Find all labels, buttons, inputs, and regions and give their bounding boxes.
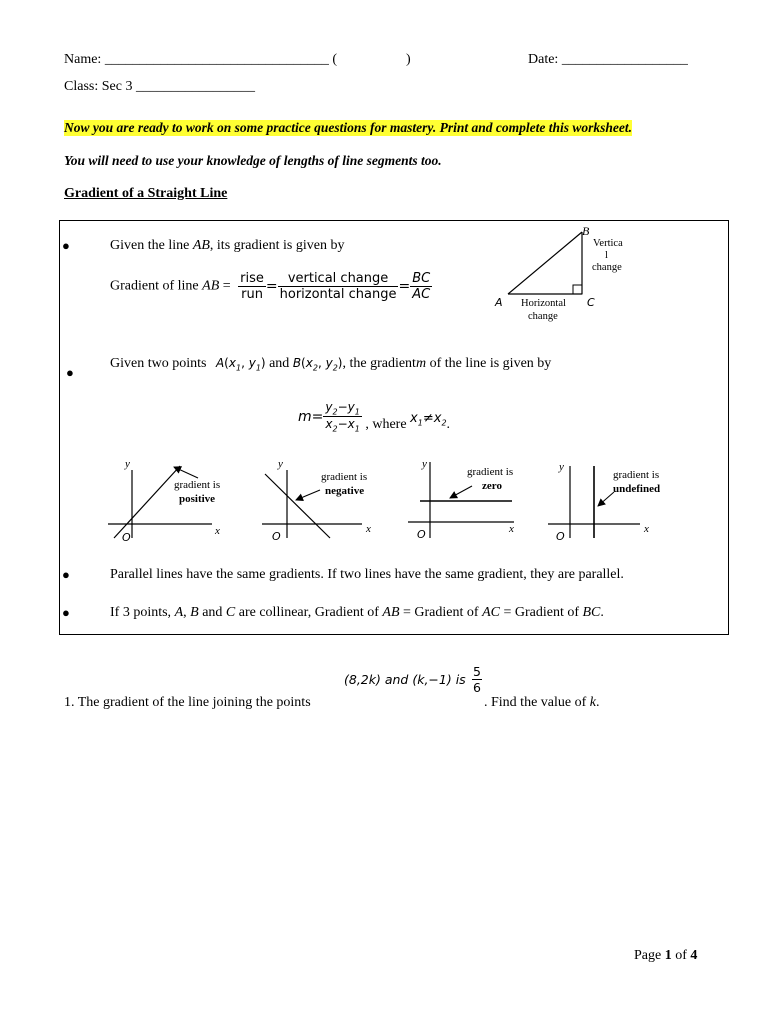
tri-horizontal-1: Horizontal xyxy=(521,298,566,309)
tri-vertical-2: l xyxy=(605,250,608,261)
tri-label-a: A xyxy=(495,296,503,309)
graph-zero xyxy=(408,458,514,541)
tri-vertical-3: change xyxy=(592,262,622,273)
bullet-2: ● xyxy=(66,365,74,380)
m-fraction: $\frac{y_2-y_1}{x_2-x_1}$ xyxy=(325,400,360,434)
graph-positive-label1: gradient is xyxy=(174,479,221,491)
x1-neq-x2: $x_1\ne x_2$ xyxy=(410,411,447,428)
date-field: Date: __________________ xyxy=(528,52,688,67)
point-a: $A(x_1$, $y_1$) xyxy=(215,356,266,373)
graph-undefined-x: x xyxy=(644,523,649,535)
graph-zero-label1: gradient is xyxy=(467,466,514,478)
graph-positive-origin: O xyxy=(122,531,131,544)
section-title: Gradient of a Straight Line xyxy=(64,186,228,201)
bullet-1-text: Given the line AB, its gradient is given by xyxy=(110,238,345,253)
bullet-4-text: If 3 points, A, B and C are collinear, Gradient of AB = Gradient of AC = Gradient of BC. xyxy=(110,605,604,620)
graph-undefined-label2: undefined xyxy=(613,483,661,495)
question-1-points: (8,2k) and (k,−1) is xyxy=(344,672,466,687)
intro-instruction: Now you are ready to work on some practice questions for mastery. Print and complete this worksheet. xyxy=(64,120,633,135)
graph-zero-label2: zero xyxy=(482,480,502,492)
graph-undefined-origin: O xyxy=(556,530,565,543)
triangle-diagram xyxy=(490,222,640,327)
bc-over-ac: $\frac{BC}{AC}$ xyxy=(412,271,431,302)
page-number: Page 1 of 4 xyxy=(634,948,698,963)
bullet-3: ● xyxy=(62,567,70,582)
graph-negative-origin: O xyxy=(272,530,281,543)
gradient-graphs xyxy=(100,452,680,547)
graph-undefined-y: y xyxy=(559,461,564,473)
graph-zero-y: y xyxy=(422,458,427,470)
tri-label-c: C xyxy=(587,296,595,309)
graph-positive-label2: positive xyxy=(179,493,216,505)
graph-positive xyxy=(108,458,220,544)
name-field xyxy=(64,52,411,68)
gradient-formula: Gradient of line AB = $\frac{\text{rise}}{\text{run}}$ = $\frac{\text{vertical change}}{\text{horizontal change}}$ = $\frac{BC}{AC}$ xyxy=(110,271,431,302)
bullet-4: ● xyxy=(62,605,70,620)
tri-vertical-1: Vertica xyxy=(593,238,623,249)
tri-label-b: B xyxy=(582,224,590,238)
bullet-3-text: Parallel lines have the same gradients. If two lines have the same gradient, they are parallel. xyxy=(110,567,624,582)
name-paren-close: ) xyxy=(405,52,411,67)
graph-negative-label2: negative xyxy=(325,485,365,497)
question-1-text: 1. The gradient of the line joining the points xyxy=(64,695,311,710)
bullet-2-text: Given two points $A(x_1$, $y_1$) and $B(x_2$, $y_2$), the gradientm of the line is given by xyxy=(110,356,552,373)
class-field: Class: Sec 3 _________________ xyxy=(64,79,255,94)
tri-horizontal-2: change xyxy=(528,311,558,322)
graph-positive-x: x xyxy=(215,525,220,537)
graph-zero-x: x xyxy=(509,523,514,535)
bullet-1: ● xyxy=(62,238,70,253)
graph-negative xyxy=(262,458,371,543)
graph-negative-label1: gradient is xyxy=(321,471,368,483)
graph-undefined-label1: gradient is xyxy=(613,469,660,481)
question-1-tail: . Find the value of k. xyxy=(484,695,600,710)
question-1 xyxy=(64,695,311,711)
vertical-over-horizontal: $\frac{\text{vertical change}}{\text{horizontal change}}$ xyxy=(279,271,397,302)
question-1-fraction: 5 6 xyxy=(473,664,481,695)
m-formula: m= $\frac{y_2-y_1}{x_2-x_1}$ , where $x_1\ne x_2$. xyxy=(298,400,451,434)
name-label: Name: ________________________________ ( xyxy=(64,52,337,67)
graph-undefined xyxy=(548,461,660,543)
graph-zero-origin: O xyxy=(417,528,426,541)
point-b: $B(x_2$, $y_2$) xyxy=(292,356,343,373)
rise-over-run: $\frac{\text{rise}}{\text{run}}$ xyxy=(240,271,264,302)
graph-positive-y: y xyxy=(125,458,130,470)
graph-negative-x: x xyxy=(366,523,371,535)
intro-note: You will need to use your knowledge of lengths of line segments too. xyxy=(64,153,442,168)
graph-negative-y: y xyxy=(278,458,283,470)
